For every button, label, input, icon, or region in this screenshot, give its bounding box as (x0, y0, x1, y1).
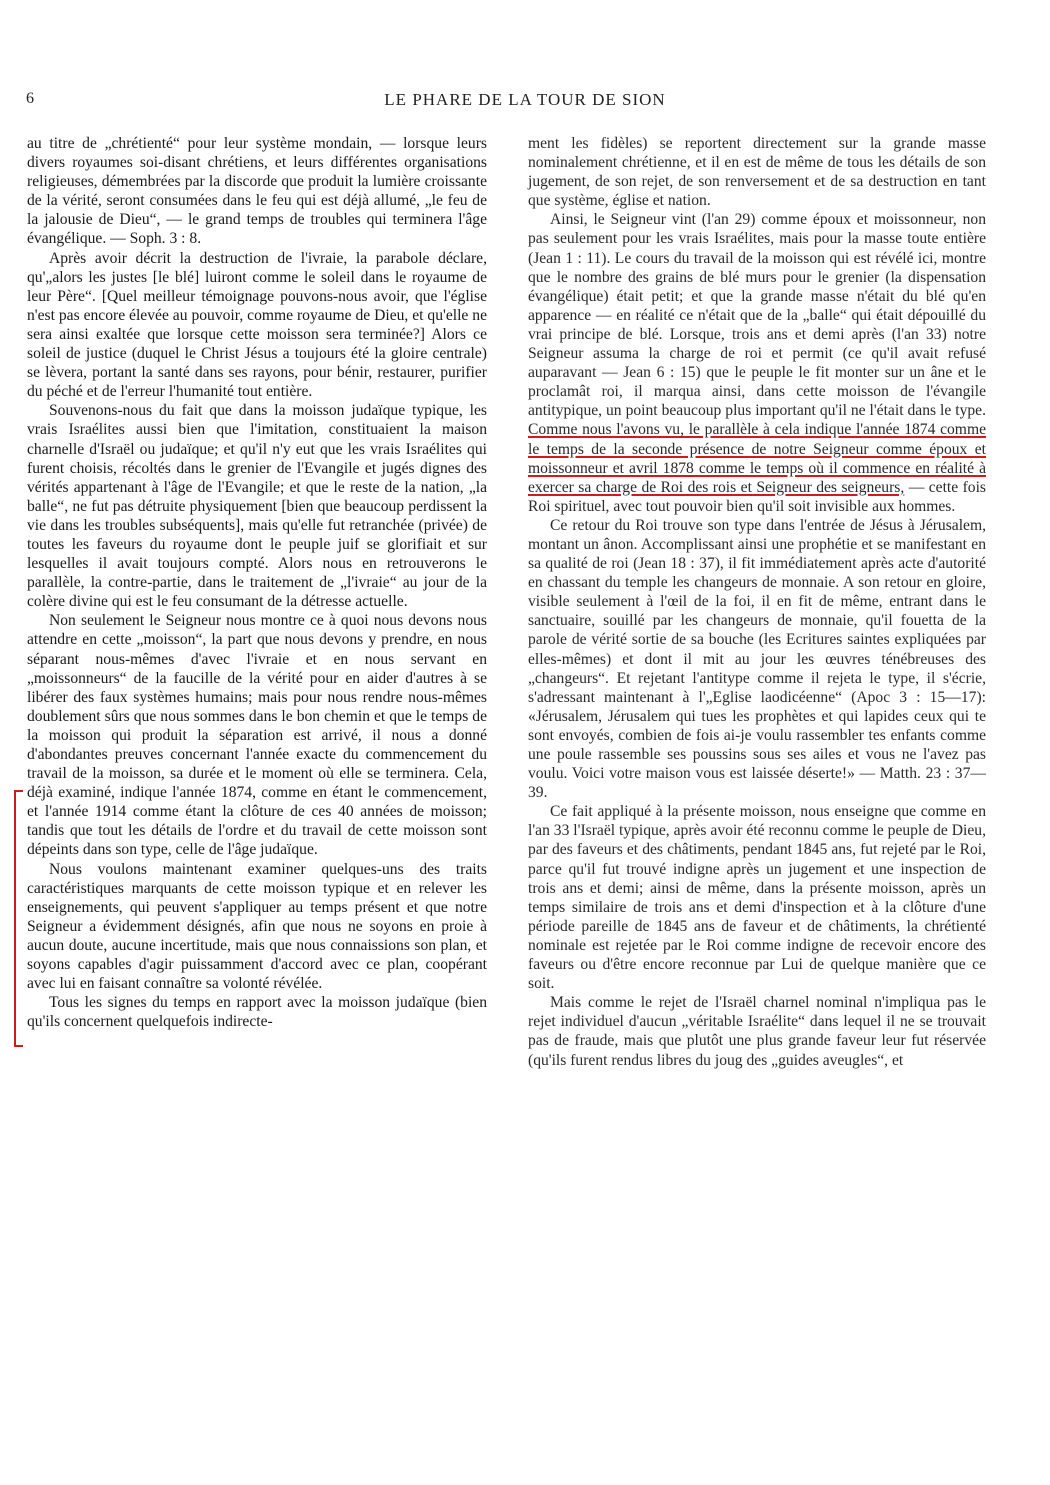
underlined-passage: Comme nous l'avons vu, le parallèle à cela indique l'année 1874 comme le temps de la seconde présence de notre Seigneur comme époux et moissonneur et avril 1878 comme le temps où il commence en réalité à exercer sa charge de Roi des rois et Seigneur des seigneurs, (528, 421, 986, 496)
running-title: LE PHARE DE LA TOUR DE SION (384, 90, 666, 109)
paragraph: Après avoir décrit la destruction de l'ivraie, la parabole déclare, qu'„alors les justes [le blé] luiront comme le soleil dans le royaume de leur Père“. [Quel meilleur témoignage pouvons-nous avoir, que l'église n'est pas encore élevée au pouvoir, comme royaume de Dieu, et qu'elle ne sera ainsi exaltée que lorsque cette moisson sera terminée?] Alors ce soleil de justice (duquel le Christ Jésus a toujours été la gloire centrale) se lèvera, portant la santé dans ses rayons, pour bénir, restaurer, purifier du péché et de l'erreur l'humanité tout entière. (27, 249, 487, 401)
paragraph: Nous voulons maintenant examiner quelques-uns des traits caractéristiques marquants de cette moisson typique et en relever les enseignements, qui peuvent s'appliquer au temps présent et que notre Seigneur a évidemment désignés, afin que nous ne soyons en proie à aucun doute, aucune incertitude, mais que nous connaissions son plan, et soyons capables d'agir puissamment d'accord avec ce plan, coopérant avec lui en faisant connaître sa volonté révélée. (27, 860, 487, 993)
right-column (528, 134, 986, 1070)
paragraph: Mais comme le rejet de l'Israël charnel nominal n'impliqua pas le rejet individuel d'aucun „véritable Israélite“ dans lequel il ne se trouvait pas de fraude, mais que plutôt une plus grande faveur leur fut réservée (qu'ils furent rendus libres du joug des „guides aveugles“, et (528, 994, 986, 1069)
left-column (27, 134, 487, 1031)
paragraph: Souvenons-nous du fait que dans la moisson judaïque typique, les vrais Israélites aussi bien que l'imitation, constituaient la maison charnelle d'Israël ou judaïque; et qu'il n'y eut que les vrais Israélites qui furent choisis, récoltés dans le grenier de l'Evangile et jugés dignes des vérités appartenant à l'âge de l'Evangile; et que le reste de la nation, „la balle“, ne fut pas détruite physiquement [bien que beaucoup perdissent la vie dans les troubles subséquents], mais qu'elle fut retranchée (privée) de toutes les faveurs du royaume dont le peuple juif se glorifiait et sur lesquelles il avait toujours compté. Alors nous en retrouverons le parallèle, la contre-partie, dans le traitement de „l'ivraie“ au jour de la colère divine qui est le feu consumant de la détresse actuelle. (27, 402, 487, 611)
paragraph-text: — cette fois Roi spirituel, avec tout pouvoir bien qu'il soit invisible aux hommes. (528, 478, 986, 515)
paragraph: Tous les signes du temps en rapport avec la moisson judaïque (bien qu'ils concernent quelquefois indirecte- (27, 994, 487, 1031)
paragraph: au titre de „chrétienté“ pour leur système mondain, — lorsque leurs divers royaumes soi-disant chrétiens, et leurs différentes organisations religieuses, démembrées par la discorde que produit la lumière croissante de la vérité, seront consumées dans le feu qui est déjà allumé, „le feu de la jalousie de Dieu“, — le grand temps de troubles qui terminera l'âge évangélique. — Soph. 3 : 8. (27, 135, 487, 248)
paragraph: ment les fidèles) se reportent directement sur la grande masse nominalement chrétienne, et il en est de même de tous les détails de son jugement, de son rejet, de son renversement et de sa destruction en tant que système, église et nation. (528, 135, 986, 210)
paragraph: Ce retour du Roi trouve son type dans l'entrée de Jésus à Jérusalem, montant un ânon. Accomplissant ainsi une prophétie et se manifestant en sa qualité de roi (Jean 18 : 37), il fit immédiatement après acte d'autorité en chassant du temple les changeurs de monnaie. A son retour en gloire, visible seulement à l'œil de la foi, il en fit de même, entrant dans le sanctuaire, souillé par les changeurs de monnaie, qu'il fouetta de la parole de vérité sortie de sa bouche (les Ecritures saintes expliquées par elles-mêmes) et dont il mit au jour les œuvres ténébreuses des „changeurs“. Et rejetant l'antitype comme il rejeta le type, il s'écrie, s'adressant maintenant à l'„Eglise laodicéenne“ (Apoc 3 : 15—17): «Jérusalem, Jérusalem qui tues les prophètes et qui lapides ceux qui te sont envoyés, combien de fois ai-je voulu rassembler tes enfants comme une poule rassemble ses poussins sous ses ailes et vous ne l'avez pas voulu. Voici votre maison vous est laissée déserte!» — Matth. 23 : 37—39. (528, 516, 986, 802)
running-header (26, 90, 1024, 114)
paragraph-bracketed: Non seulement le Seigneur nous montre ce à quoi nous devons nous attendre en cette „moisson“, la part que nous devons y prendre, en nous séparant nous-mêmes d'avec l'ivraie et en nous servant en „moissonneurs“ de la faucille de la vérité pour en aider d'autres à se libérer des faux systèmes humains; mais pour nous rendre nous-mêmes doublement sûrs que nous sommes dans le bon chemin et que le temps de la moisson qui produit la séparation est arrivé, il nous a donné d'abondantes preuves concernant l'année exacte du commencement du travail de la moisson, sa durée et le moment où elle se terminera. Cela, déjà examiné, indique l'année 1874, comme en étant le commencement, et l'année 1914 comme étant la clôture de ces 40 années de moisson; tandis que tout les détails de l'ordre et du travail de cette moisson sont dépeints dans son type, celle de l'âge judaïque. (27, 612, 487, 859)
margin-bracket-annotation (14, 790, 23, 1047)
paragraph-text: Ainsi, le Seigneur vint (l'an 29) comme époux et moissonneur, non pas seulement pour les vrais Israélites, mais pour la masse toute entière (Jean 1 : 11). Le cours du travail de la moisson qui est révélé ici, montre que le nombre des grains de blé murs pour le grenier (la dispensation évangélique) était petit; et que la grande masse n'était du blé qu'en apparence — en réalité ce n'était que de la „balle“ qui était dépouillé du vrai principe de blé. Lorsque, trois ans et demi après (l'an 33) notre Seigneur assuma la charge de roi et permit (ce qu'il avait refusé auparavant — Jean 6 : 15) que le peuple le fit monter sur un âne et le proclamât roi, il marqua ainsi, dans cette moisson de l'évangile antitypique, un point beaucoup plus important qu'il ne l'était dans le type. (528, 211, 986, 420)
paragraph (528, 210, 986, 516)
paragraph: Ce fait appliqué à la présente moisson, nous enseigne que comme en l'an 33 l'Israël typique, après avoir été reconnu comme le peuple de Dieu, par des faveurs et des châtiments, pendant 1845 ans, fut rejeté par le Roi, parce qu'il fut trouvé indigne après un jugement et une inspection de trois ans et demi; ainsi de même, dans la présente moisson, après un temps similaire de trois ans et demi d'inspection et à la clôture d'une période pareille de 1845 ans de faveur et de châtiments, la chrétienté nominale est rejetée par le Roi comme indigne de recevoir encore des faveurs ou d'être encore reconnue par Lui de quelque manière que ce soit. (528, 803, 986, 993)
page-number: 6 (26, 90, 34, 107)
